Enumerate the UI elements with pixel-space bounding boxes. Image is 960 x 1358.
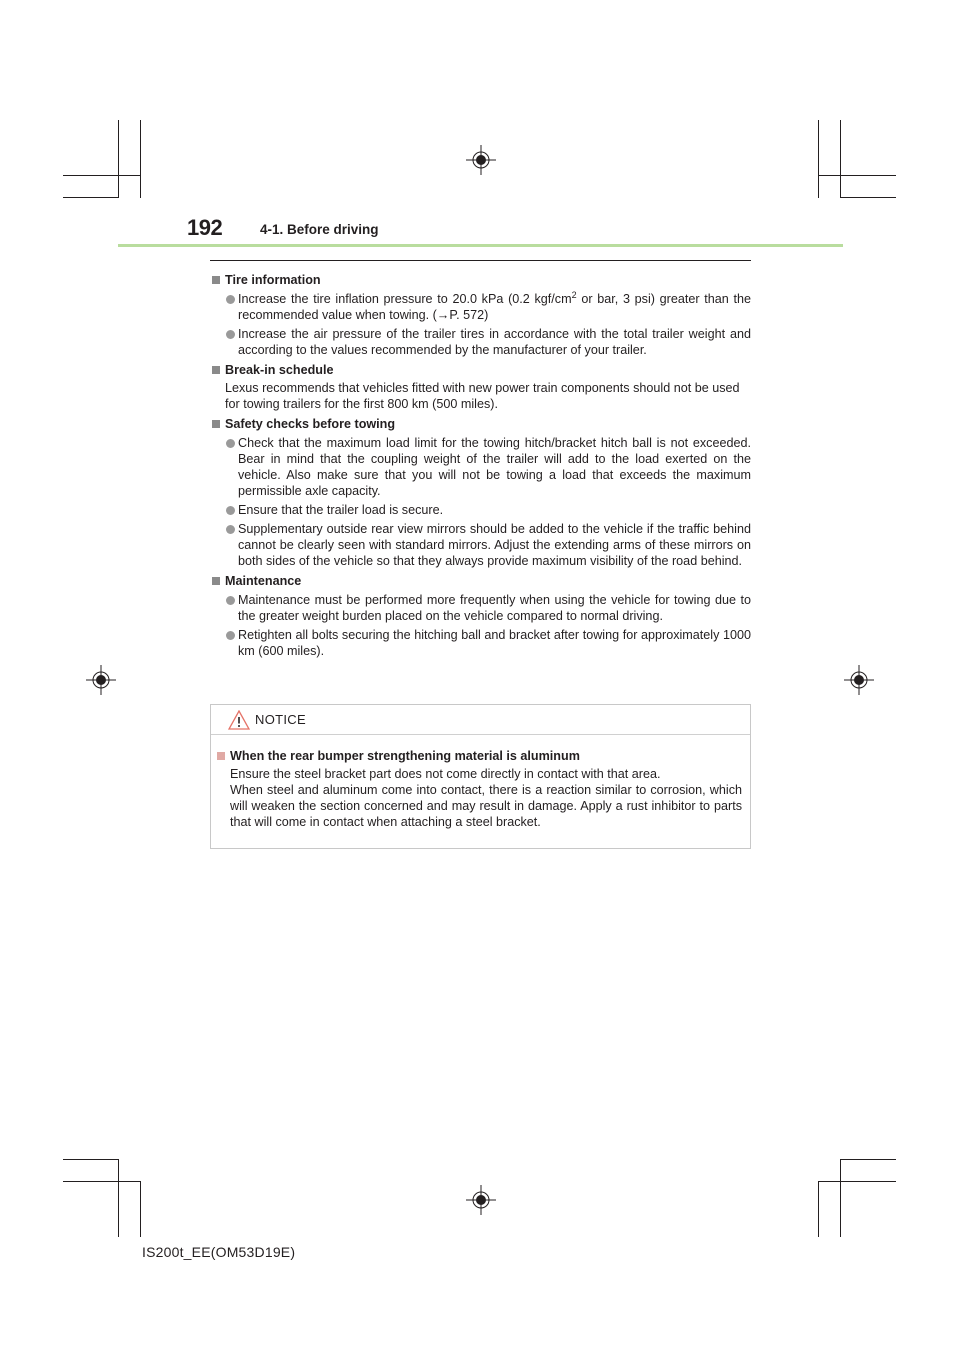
section-heading: Break-in schedule bbox=[210, 362, 751, 378]
bullet-item: Retighten all bolts securing the hitching ball and bracket after towing for approximately 1000 km (600 miles). bbox=[210, 627, 751, 659]
bullet-dot-icon bbox=[226, 596, 235, 605]
bullet-item: Check that the maximum load limit for the towing hitch/bracket hitch ball is not exceeded. Bear in mind that the coupling weight of the trailer will add to the load exerted on the vehicle. Also make sure that you will not be towing a load that exceeds the maximum permissible axle capacity. bbox=[210, 435, 751, 499]
bullet-dot-icon bbox=[226, 330, 235, 339]
crop-mark bbox=[63, 1181, 141, 1182]
crop-mark bbox=[818, 1181, 819, 1237]
crop-mark bbox=[118, 120, 119, 198]
crop-mark bbox=[63, 1159, 119, 1160]
crop-mark bbox=[818, 120, 819, 198]
notice-text: When steel and aluminum come into contact, there is a reaction similar to corrosion, which will weaken the section concerned and may result in damage. Apply a rust inhibitor to parts that will come in contact when attaching a steel bracket. bbox=[230, 783, 742, 829]
crop-mark bbox=[840, 120, 841, 198]
content-body bbox=[210, 268, 751, 659]
crop-mark bbox=[840, 1159, 841, 1237]
bullet-dot-icon bbox=[226, 525, 235, 534]
bullet-item: Increase the tire inflation pressure to 20.0 kPa (0.2 kgf/$cm^2$ or bar, 3 psi) greater than the recommended value when towing. (→P. 572) bbox=[210, 291, 751, 323]
crop-mark bbox=[140, 120, 141, 198]
crop-mark bbox=[818, 175, 896, 176]
page-number: 192 bbox=[187, 215, 223, 240]
registration-mark-icon bbox=[844, 665, 874, 695]
registration-mark-icon bbox=[466, 145, 496, 175]
section-title: 4-1. Before driving bbox=[260, 222, 379, 237]
heading-square-icon bbox=[212, 366, 220, 374]
notice-box bbox=[210, 704, 751, 849]
crop-mark bbox=[840, 197, 896, 198]
bullet-dot-icon bbox=[226, 295, 235, 304]
header-rule bbox=[118, 244, 843, 247]
notice-label: NOTICE bbox=[255, 712, 306, 727]
paragraph: Lexus recommends that vehicles fitted with new power train components should not be used for towing trailers for the first 800 km (500 miles). bbox=[225, 381, 740, 411]
notice-text: Ensure the steel bracket part does not come directly in contact with that area. bbox=[230, 767, 661, 781]
bullet-dot-icon bbox=[226, 631, 235, 640]
section-heading: Safety checks before towing bbox=[210, 416, 751, 432]
heading-square-icon bbox=[217, 752, 225, 760]
bullet-dot-icon bbox=[226, 506, 235, 515]
registration-mark-icon bbox=[466, 1185, 496, 1215]
notice-body bbox=[211, 735, 750, 830]
crop-mark bbox=[840, 1159, 896, 1160]
heading-square-icon bbox=[212, 420, 220, 428]
registration-mark-icon bbox=[86, 665, 116, 695]
bullet-item: Supplementary outside rear view mirrors should be added to the vehicle if the traffic behind cannot be clearly seen with standard mirrors. Adjust the extending arms of these mirrors on both sides of the vehicle so that they always provide maximum visibility of the road behind. bbox=[210, 521, 751, 569]
crop-mark bbox=[818, 1181, 896, 1182]
crop-mark bbox=[140, 1181, 141, 1237]
bullet-dot-icon bbox=[226, 439, 235, 448]
content-top-rule bbox=[210, 260, 751, 261]
crop-mark bbox=[63, 197, 119, 198]
warning-triangle-icon bbox=[228, 710, 250, 730]
crop-mark bbox=[63, 175, 141, 176]
notice-heading: When the rear bumper strengthening material is aluminum bbox=[215, 748, 742, 764]
bullet-item: Ensure that the trailer load is secure. bbox=[210, 502, 751, 518]
section-heading: Tire information bbox=[210, 272, 751, 288]
heading-square-icon bbox=[212, 577, 220, 585]
section-heading: Maintenance bbox=[210, 573, 751, 589]
heading-square-icon bbox=[212, 276, 220, 284]
crop-mark bbox=[118, 1159, 119, 1237]
bullet-item: Maintenance must be performed more frequently when using the vehicle for towing due to the greater weight burden placed on the vehicle compared to normal driving. bbox=[210, 592, 751, 624]
bullet-item: Increase the air pressure of the trailer tires in accordance with the total trailer weight and according to the values recommended by the manufacturer of your trailer. bbox=[210, 326, 751, 358]
notice-header bbox=[211, 705, 750, 735]
document-code: IS200t_EE(OM53D19E) bbox=[142, 1244, 296, 1260]
